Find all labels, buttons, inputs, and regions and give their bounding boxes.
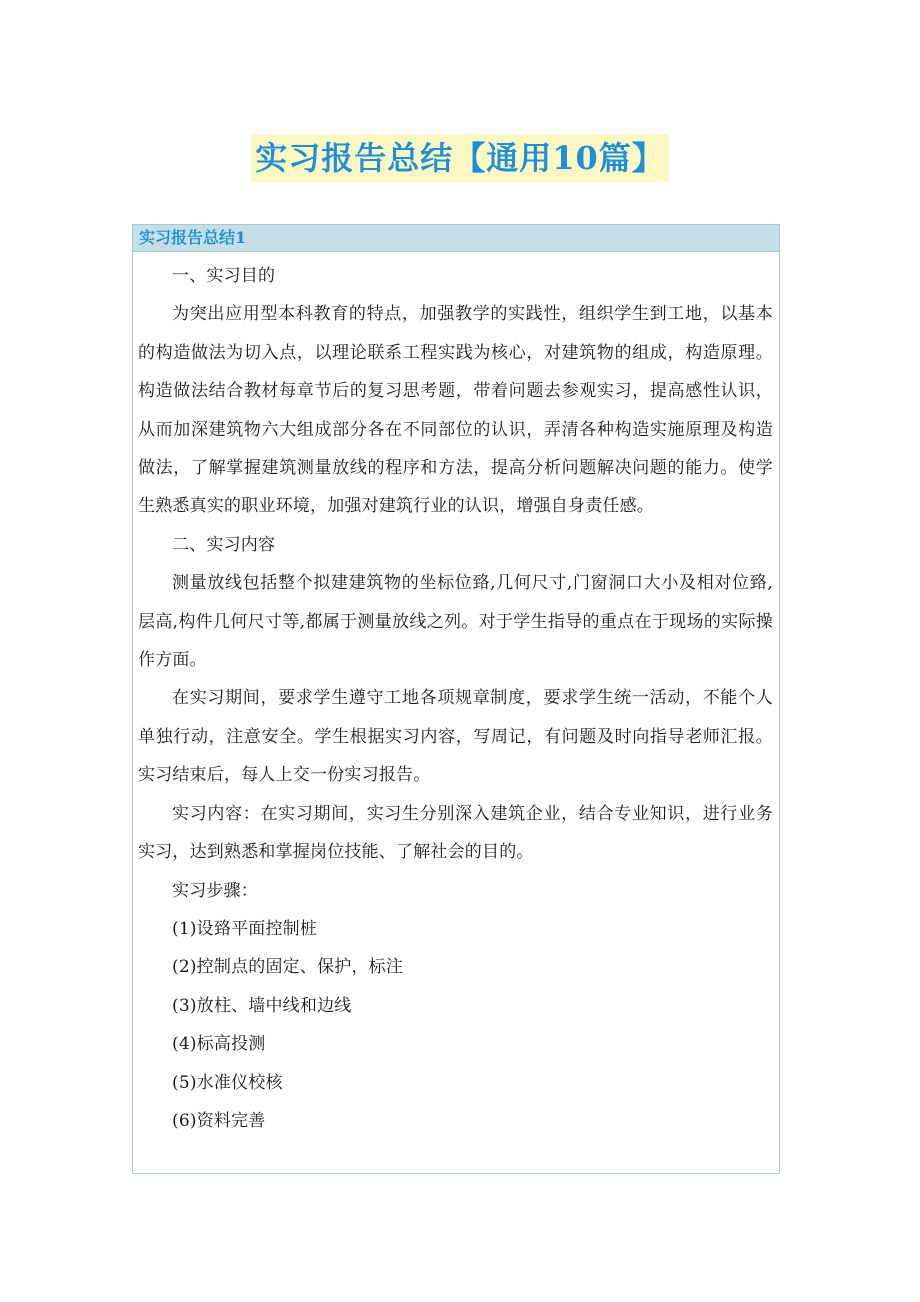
step-item: (6)资料完善 (172, 1110, 266, 1131)
step-item: (2)控制点的固定、保护，标注 (172, 957, 404, 978)
step-item: (1)设臵平面控制桩 (172, 918, 318, 939)
heading-purpose: 一、实习目的 (172, 266, 276, 286)
paragraph-rules: 在实习期间，要求学生遵守工地各项规章制度，要求学生统一活动，不能个人单独行动，注意安全。学生根据实习内容，写周记，有问题及时向指导老师汇报。实习结束后，每人上交一份实习报告。 (138, 688, 773, 786)
paragraph-internship-content: 实习内容：在实习期间，实习生分别深入建筑企业，结合专业知识，进行业务实习，达到熟悉和掌握岗位技能、了解社会的目的。 (138, 803, 773, 863)
heading-content: 二、实习内容 (172, 534, 276, 555)
paragraph-purpose: 为突出应用型本科教育的特点，加强教学的实践性，组织学生到工地，以基本的构造做法为切入点，以理论联系工程实践为核心，对建筑物的组成，构造原理。构造做法结合教材每章节后的复习思考题，带着问题去参观实习，提高感性认识，从而加深建筑物六大组成部分各在不同部位的认识，弄清各种构造实施原理及构造做法，了解掌握建筑测量放线的程序和方法，提高分析问题解决问题的能力。使学生熟悉真实的职业环境，加强对建筑行业的认识，增强自身责任感。 (138, 304, 773, 517)
section-body (133, 252, 779, 1140)
step-item: (3)放柱、墙中线和边线 (172, 995, 352, 1016)
section-box (132, 224, 780, 1174)
steps-label: 实习步骤： (172, 880, 258, 901)
section-header: 实习报告总结1 (133, 225, 779, 252)
step-item: (4)标高投测 (172, 1034, 266, 1055)
document-title-container (0, 134, 920, 182)
step-item: (5)水准仪校核 (172, 1072, 283, 1093)
paragraph-survey: 测量放线包括整个拟建建筑物的坐标位臵,几何尺寸,门窗洞口大小及相对位臵,层高,构件几何尺寸等,都属于测量放线之列。对于学生指导的重点在于现场的实际操作方面。 (138, 573, 773, 671)
document-title: 实习报告总结【通用10篇】 (251, 134, 669, 182)
